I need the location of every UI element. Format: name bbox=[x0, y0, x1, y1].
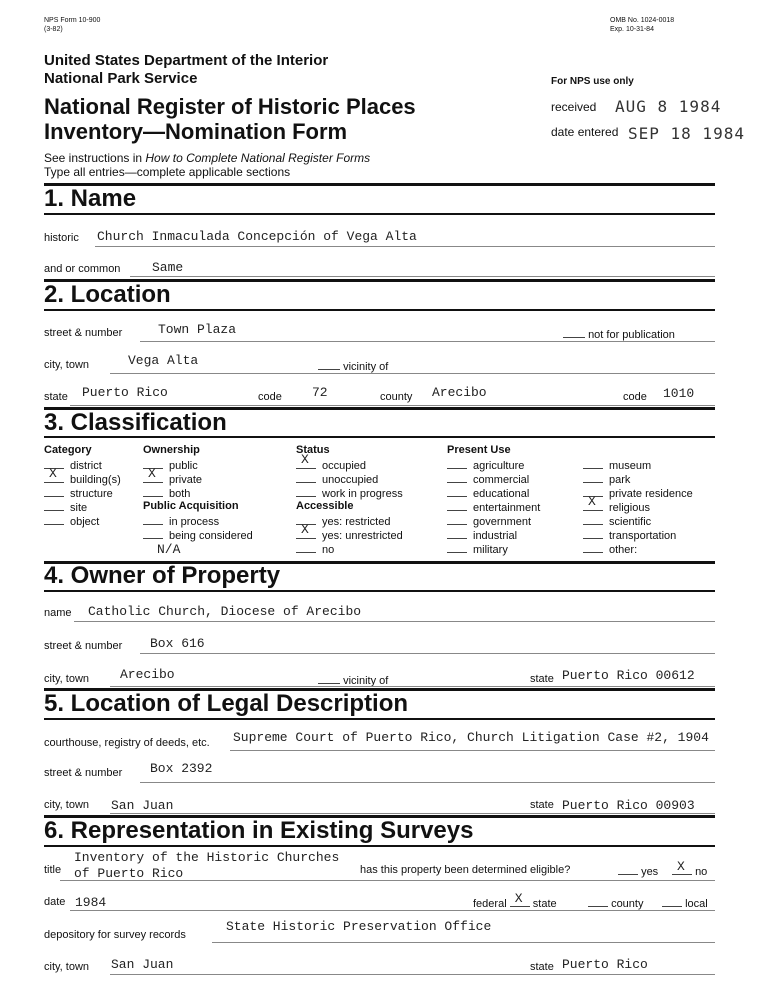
depository-label: depository for survey records bbox=[44, 929, 186, 941]
owner-state-label: state bbox=[530, 673, 554, 685]
eligible-question: has this property been determined eligible? bbox=[360, 864, 571, 876]
check-mark: X bbox=[49, 466, 57, 481]
no-mark: X bbox=[677, 859, 685, 874]
entry-line bbox=[140, 341, 715, 342]
survey-title-field-line1[interactable]: Inventory of the Historic Churches bbox=[74, 850, 340, 865]
status-heading: Status bbox=[296, 444, 330, 456]
checkbox-blank[interactable] bbox=[447, 500, 467, 511]
checkbox-blank[interactable] bbox=[143, 466, 163, 483]
option-label: religious bbox=[609, 502, 650, 514]
common-name-field[interactable]: Same bbox=[152, 260, 184, 275]
instructions: See instructions in How to Complete National Register Forms bbox=[44, 151, 371, 165]
county-code-field[interactable]: 1010 bbox=[663, 386, 695, 401]
vicinity-of[interactable]: vicinity of bbox=[318, 359, 388, 373]
present-use-option-park[interactable] bbox=[583, 472, 630, 486]
status-option-work-in-progress[interactable] bbox=[296, 486, 403, 500]
option-label: yes: unrestricted bbox=[322, 530, 403, 542]
owner-state-field[interactable]: Puerto Rico 00612 bbox=[562, 668, 695, 683]
acquisition-value[interactable]: N/A bbox=[157, 542, 181, 557]
owner-street-label: street & number bbox=[44, 640, 123, 652]
checkbox-blank[interactable] bbox=[583, 542, 603, 553]
option-label: site bbox=[70, 502, 88, 514]
entry-line bbox=[140, 653, 715, 654]
category-heading: Category bbox=[44, 444, 92, 456]
entry-line bbox=[110, 373, 715, 374]
check-mark: X bbox=[588, 494, 596, 509]
state-mark: X bbox=[514, 891, 523, 906]
checkbox-blank[interactable] bbox=[447, 528, 467, 539]
federal-option[interactable]: federal X state bbox=[473, 891, 557, 910]
state-code-field[interactable]: 72 bbox=[312, 385, 328, 400]
omb-number: OMB No. 1024-0018 bbox=[610, 17, 675, 24]
form-date: (3-82) bbox=[44, 26, 63, 33]
form-title-line1: National Register of Historic Places bbox=[44, 94, 416, 119]
survey-state-label: state bbox=[530, 961, 554, 973]
received-stamp: AUG 8 1984 bbox=[615, 97, 722, 116]
option-label: being considered bbox=[169, 530, 253, 542]
section-3-heading: 3. Classification bbox=[44, 409, 227, 436]
survey-date-label: date bbox=[44, 896, 66, 908]
entry-line bbox=[70, 910, 715, 911]
check-mark: X bbox=[301, 522, 309, 537]
eligible-no[interactable]: X no bbox=[672, 864, 707, 878]
option-label: government bbox=[473, 516, 532, 528]
date-entered-stamp: SEP 18 1984 bbox=[628, 124, 745, 143]
entry-line bbox=[110, 813, 715, 814]
section-rule bbox=[44, 845, 715, 847]
checkbox-blank[interactable] bbox=[143, 528, 163, 539]
option-label: work in progress bbox=[322, 488, 403, 500]
present-use-option-educational[interactable] bbox=[447, 486, 529, 500]
entry-line bbox=[110, 686, 715, 687]
entry-line bbox=[212, 942, 715, 943]
status-option-unoccupied[interactable] bbox=[296, 472, 378, 486]
county-option[interactable]: county bbox=[588, 896, 643, 910]
historic-label: historic bbox=[44, 232, 79, 244]
option-label: unoccupied bbox=[322, 474, 379, 486]
present-use-heading: Present Use bbox=[447, 444, 511, 456]
survey-title-label: title bbox=[44, 864, 62, 876]
present-use-option-private-residence[interactable] bbox=[583, 486, 693, 500]
checkbox-blank[interactable] bbox=[296, 522, 316, 539]
option-label: educational bbox=[473, 488, 530, 500]
section-rule bbox=[44, 309, 715, 311]
state-field[interactable]: Puerto Rico bbox=[82, 385, 168, 400]
expiration-date: Exp. 10-31-84 bbox=[610, 26, 654, 33]
legal-street-label: street & number bbox=[44, 767, 123, 779]
accessible-heading: Accessible bbox=[296, 500, 354, 512]
checkbox-blank[interactable] bbox=[447, 472, 467, 483]
option-label: in process bbox=[169, 516, 220, 528]
entry-line bbox=[130, 276, 715, 277]
code-label: code bbox=[258, 391, 282, 403]
eligible-yes[interactable]: yes bbox=[618, 864, 658, 878]
county-label: county bbox=[380, 391, 413, 403]
entry-line bbox=[110, 974, 715, 975]
option-label: museum bbox=[609, 460, 652, 472]
legal-city-label: city, town bbox=[44, 799, 90, 811]
survey-date-field[interactable]: 1984 bbox=[75, 895, 107, 910]
depository-field[interactable]: State Historic Preservation Office bbox=[226, 919, 492, 934]
checkbox-blank[interactable] bbox=[296, 452, 316, 469]
owner-street-field[interactable]: Box 616 bbox=[150, 636, 205, 651]
option-label: both bbox=[169, 488, 191, 500]
category-option-object[interactable] bbox=[44, 514, 99, 528]
option-label: district bbox=[70, 460, 102, 472]
section-5-heading: 5. Location of Legal Description bbox=[44, 690, 409, 717]
option-label: structure bbox=[70, 488, 113, 500]
option-label: private bbox=[169, 474, 203, 486]
check-mark: X bbox=[301, 452, 309, 467]
form-title-line2: Inventory—Nomination Form bbox=[44, 119, 348, 144]
present-use-option-entertainment[interactable] bbox=[447, 500, 540, 514]
street-number-field[interactable]: Town Plaza bbox=[158, 322, 237, 337]
public-acquisition-heading: Public Acquisition bbox=[143, 500, 239, 512]
acquisition-option-in-process[interactable] bbox=[143, 514, 219, 528]
checkbox-blank[interactable] bbox=[44, 486, 64, 497]
checkbox-blank[interactable] bbox=[143, 514, 163, 525]
acquisition-option-being-considered[interactable] bbox=[143, 528, 253, 542]
city-field[interactable]: Vega Alta bbox=[128, 353, 199, 368]
section-1-heading: 1. Name bbox=[44, 185, 137, 212]
county-field[interactable]: Arecibo bbox=[432, 385, 487, 400]
present-use-option-military[interactable] bbox=[447, 542, 508, 556]
present-use-option-religious[interactable] bbox=[583, 494, 650, 514]
entry-line bbox=[95, 246, 715, 247]
section-rule bbox=[44, 436, 715, 438]
option-label: transportation bbox=[609, 530, 677, 542]
accessible-option-no[interactable] bbox=[296, 542, 334, 556]
present-use-option-government[interactable] bbox=[447, 514, 531, 528]
form-number: NPS Form 10-900 bbox=[44, 17, 101, 24]
owner-city-field[interactable]: Arecibo bbox=[120, 667, 175, 682]
present-use-option-industrial[interactable] bbox=[447, 528, 517, 542]
common-name-label: and or common bbox=[44, 263, 121, 275]
owner-vicinity-of[interactable]: vicinity of bbox=[318, 673, 388, 687]
county-code-label: code bbox=[623, 391, 647, 403]
owner-city-label: city, town bbox=[44, 673, 90, 685]
survey-state-field[interactable]: Puerto Rico bbox=[562, 957, 648, 972]
option-label: scientific bbox=[609, 516, 652, 528]
checkbox-blank[interactable] bbox=[447, 458, 467, 469]
courthouse-field[interactable]: Supreme Court of Puerto Rico, Church Litigation Case #2, 1904 bbox=[233, 730, 709, 745]
option-label: other: bbox=[609, 544, 638, 556]
checkbox-blank[interactable] bbox=[44, 500, 64, 511]
check-mark: X bbox=[148, 466, 156, 481]
checkbox-blank[interactable] bbox=[44, 514, 64, 525]
checkbox-blank[interactable] bbox=[447, 542, 467, 553]
option-label: yes: restricted bbox=[322, 516, 391, 528]
agency-department: United States Department of the Interior bbox=[44, 52, 329, 69]
present-use-option-commercial[interactable] bbox=[447, 472, 529, 486]
checkbox-blank[interactable] bbox=[583, 458, 603, 469]
entry-line bbox=[60, 880, 715, 881]
instructions-type: Type all entries—complete applicable sections bbox=[44, 165, 291, 179]
legal-city-field[interactable]: San Juan bbox=[111, 798, 174, 813]
legal-street-field[interactable]: Box 2392 bbox=[150, 761, 213, 776]
option-label: industrial bbox=[473, 530, 518, 542]
street-number-label: street & number bbox=[44, 327, 123, 339]
category-option-site[interactable] bbox=[44, 500, 87, 514]
survey-city-field[interactable]: San Juan bbox=[111, 957, 174, 972]
option-label: object bbox=[70, 516, 100, 528]
agency-service: National Park Service bbox=[44, 70, 198, 87]
status-option-occupied[interactable] bbox=[296, 452, 367, 472]
option-label: military bbox=[473, 544, 508, 556]
owner-name-label: name bbox=[44, 607, 72, 619]
checkbox-blank[interactable] bbox=[583, 494, 603, 511]
state-label: state bbox=[44, 391, 68, 403]
survey-title-field-line2[interactable]: of Puerto Rico bbox=[74, 866, 184, 881]
courthouse-label: courthouse, registry of deeds, etc. bbox=[44, 737, 210, 749]
option-label: agriculture bbox=[473, 460, 525, 472]
survey-city-label: city, town bbox=[44, 961, 90, 973]
option-label: private residence bbox=[609, 488, 693, 500]
present-use-option-museum[interactable] bbox=[583, 458, 651, 472]
present-use-option-agriculture[interactable] bbox=[447, 458, 524, 472]
entry-line bbox=[74, 621, 715, 622]
option-label: public bbox=[169, 460, 198, 472]
accessible-option-yes-restricted[interactable] bbox=[296, 514, 390, 528]
checkbox-blank[interactable] bbox=[296, 486, 316, 497]
city-label: city, town bbox=[44, 359, 90, 371]
checkbox-blank[interactable] bbox=[44, 466, 64, 483]
present-use-option-other[interactable] bbox=[583, 542, 637, 556]
present-use-option-transportation[interactable] bbox=[583, 528, 676, 542]
section-6-heading: 6. Representation in Existing Surveys bbox=[44, 817, 474, 844]
section-rule bbox=[44, 718, 715, 720]
checkbox-blank[interactable] bbox=[447, 514, 467, 525]
option-label: park bbox=[609, 474, 631, 486]
legal-state-label: state bbox=[530, 799, 554, 811]
category-option-structure[interactable] bbox=[44, 486, 113, 500]
option-label: no bbox=[322, 544, 335, 556]
ownership-option-both[interactable] bbox=[143, 486, 190, 500]
entry-line bbox=[230, 750, 715, 751]
section-rule bbox=[44, 590, 715, 592]
checkbox-blank[interactable] bbox=[583, 514, 603, 525]
checkbox-blank[interactable] bbox=[143, 486, 163, 497]
received-label: received bbox=[551, 100, 597, 114]
section-rule bbox=[44, 213, 715, 215]
option-label: commercial bbox=[473, 474, 530, 486]
checkbox-blank[interactable] bbox=[296, 542, 316, 553]
checkbox-blank[interactable] bbox=[583, 472, 603, 483]
legal-state-field[interactable]: Puerto Rico 00903 bbox=[562, 798, 695, 813]
nps-use-label: For NPS use only bbox=[551, 76, 634, 87]
section-rule bbox=[44, 183, 715, 186]
not-for-publication[interactable]: not for publication bbox=[563, 327, 675, 341]
local-option[interactable]: local bbox=[662, 896, 708, 910]
option-label: building(s) bbox=[70, 474, 121, 486]
section-2-heading: 2. Location bbox=[44, 281, 171, 308]
checkbox-blank[interactable] bbox=[583, 528, 603, 539]
option-label: occupied bbox=[322, 460, 367, 472]
date-entered-label: date entered bbox=[551, 125, 619, 139]
present-use-option-scientific[interactable] bbox=[583, 514, 651, 528]
option-label: entertainment bbox=[473, 502, 541, 514]
section-4-heading: 4. Owner of Property bbox=[44, 562, 281, 589]
ownership-heading: Ownership bbox=[143, 444, 200, 456]
historic-name-field[interactable]: Church Inmaculada Concepción of Vega Alta bbox=[97, 229, 417, 244]
owner-name-field[interactable]: Catholic Church, Diocese of Arecibo bbox=[88, 604, 362, 619]
entry-line bbox=[140, 782, 715, 783]
checkbox-blank[interactable] bbox=[447, 486, 467, 497]
checkbox-blank[interactable] bbox=[296, 472, 316, 483]
entry-line bbox=[70, 405, 715, 406]
